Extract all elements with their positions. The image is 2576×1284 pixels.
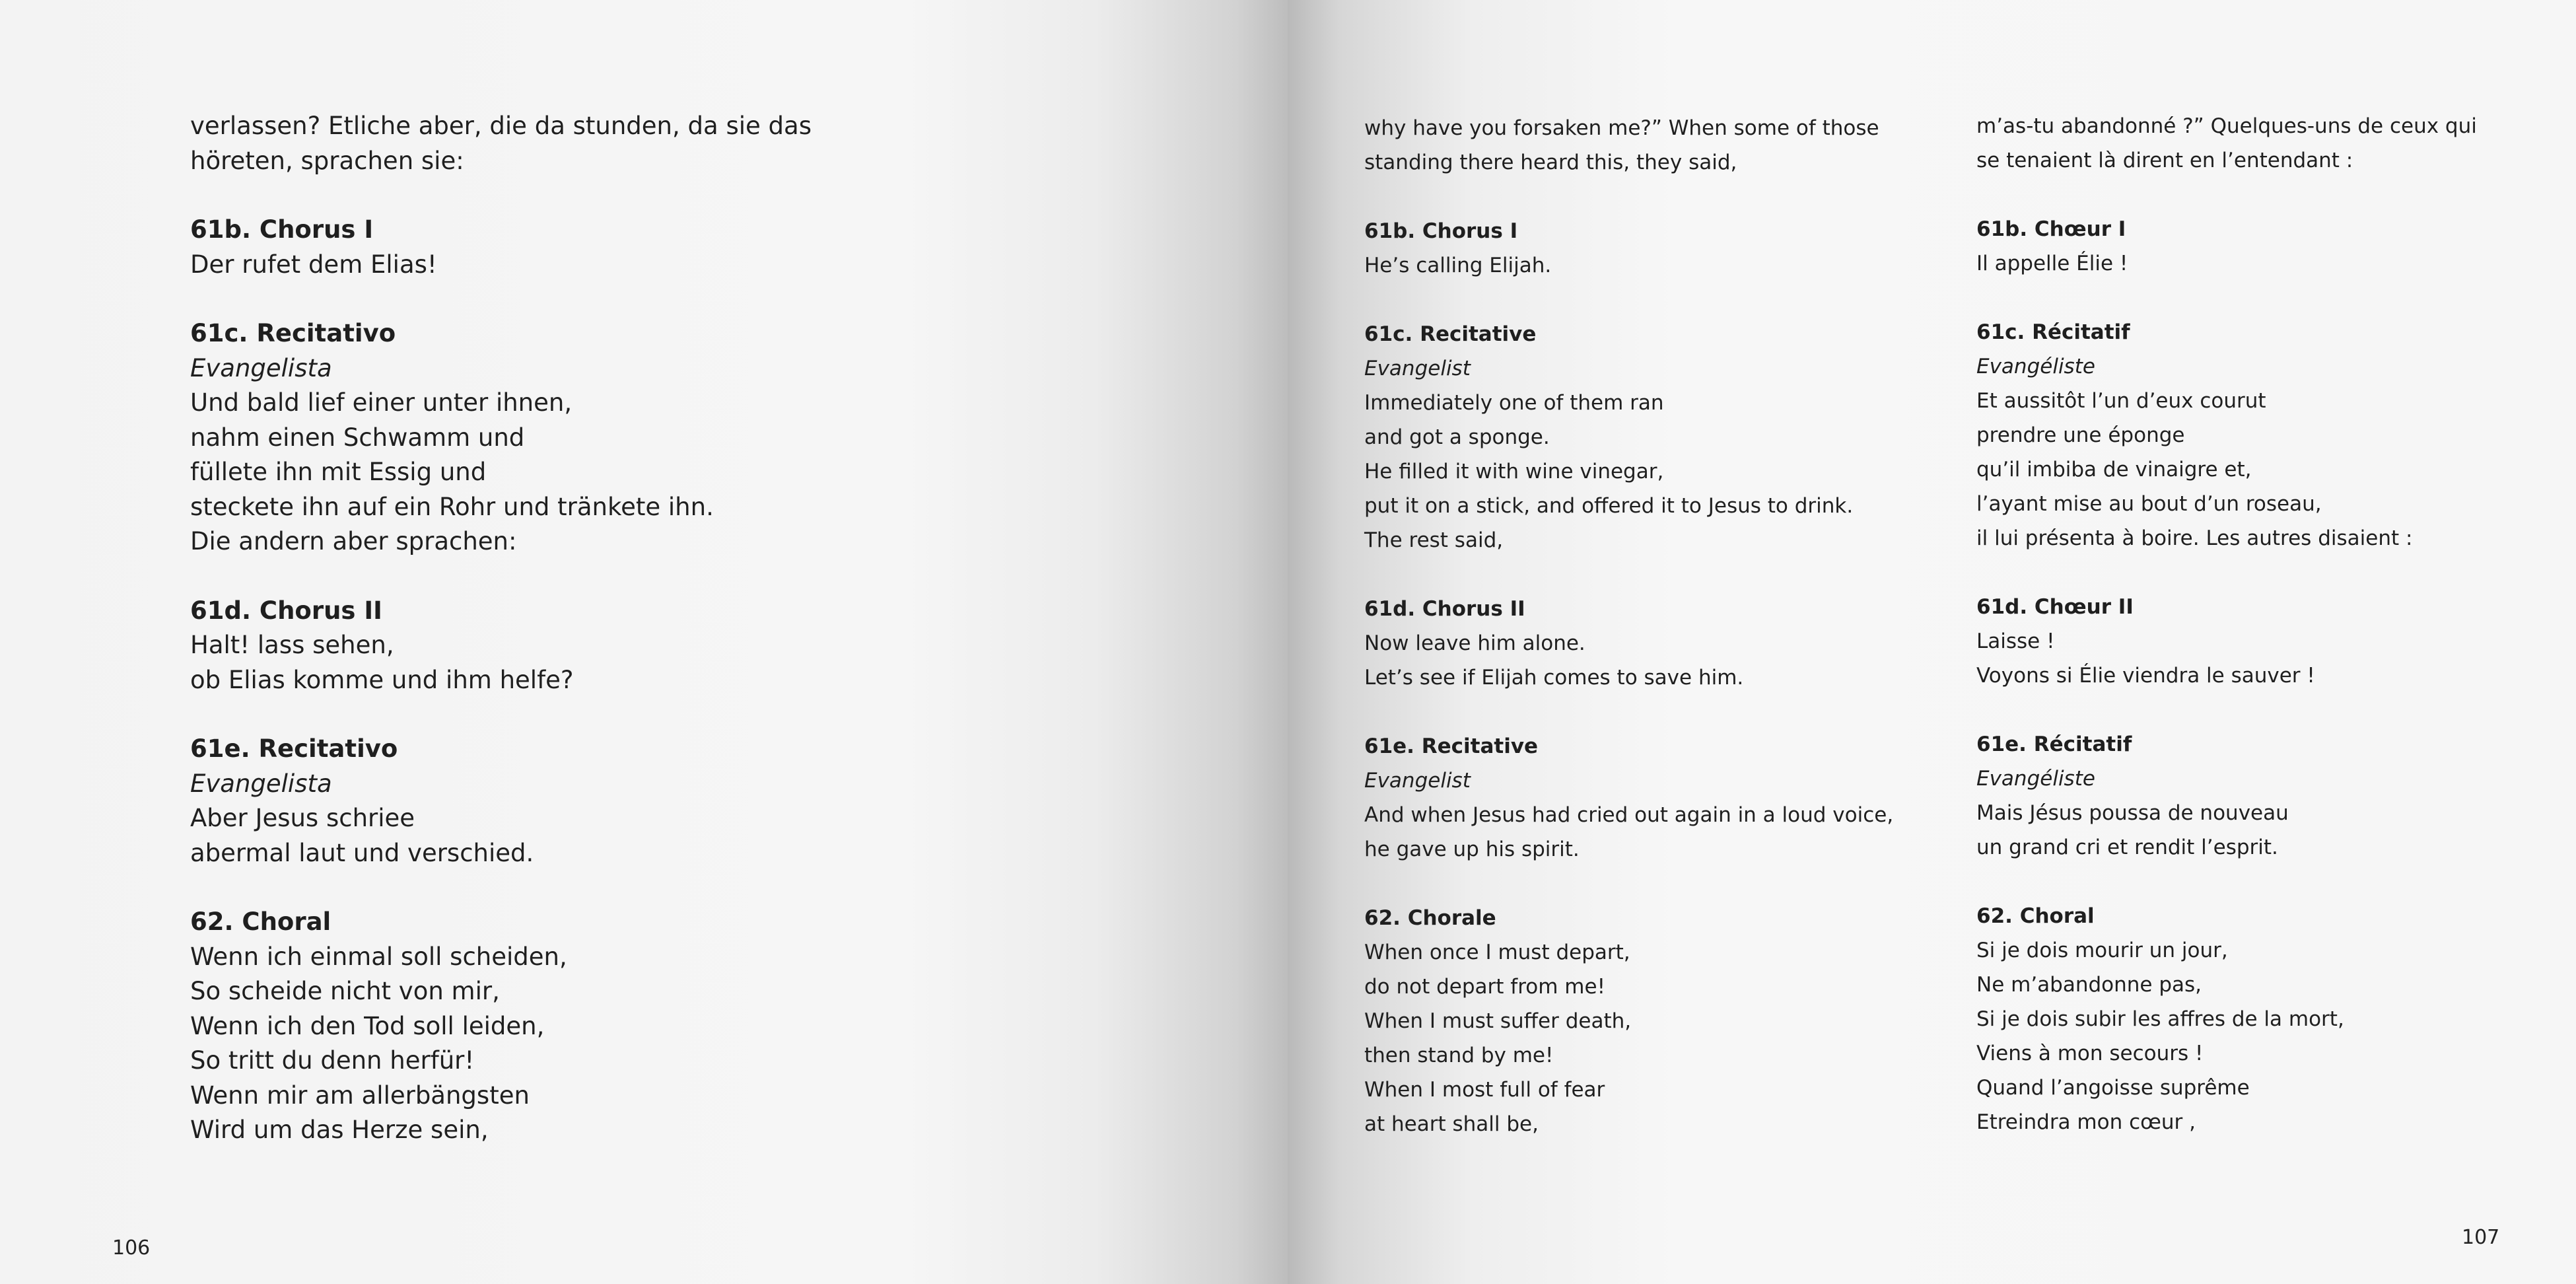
section-heading: 61c. Recitativo [190, 319, 396, 347]
text-line: Wenn ich einmal soll scheiden, [190, 942, 567, 971]
text-line: standing there heard this, they said, [1364, 151, 1737, 174]
text-line: Il appelle Élie ! [1976, 252, 2128, 275]
section-heading: 62. Choral [190, 908, 331, 936]
french-column [1976, 109, 2544, 1174]
text-block [1976, 315, 2544, 555]
role-label: Evangelist [1364, 769, 1471, 793]
section-heading: 61e. Recitative [1364, 734, 1539, 758]
text-line: Etreindra mon cœur , [1976, 1110, 2196, 1134]
text-block [1976, 212, 2544, 281]
text-line: Now leave him alone. [1364, 631, 1585, 655]
text-line: se tenaient là dirent en l’entendant : [1976, 149, 2353, 172]
section-heading: 62. Chorale [1364, 906, 1496, 930]
section-heading: 61c. Recitative [1364, 322, 1537, 346]
text-line: Die andern aber sprachen: [190, 527, 517, 555]
section-heading: 61b. Chorus I [1364, 219, 1518, 243]
page-number-right: 107 [2462, 1226, 2500, 1249]
text-line: nahm einen Schwamm und [190, 423, 525, 452]
text-line: qu’il imbiba de vinaigre et, [1976, 458, 2252, 482]
text-line: put it on a stick, and offered it to Jesus to drink. [1364, 494, 1854, 518]
right-page [1288, 0, 2576, 1284]
text-line: When I most full of fear [1364, 1078, 1605, 1102]
section-heading: 61b. Chorus I [190, 215, 374, 244]
text-block [190, 109, 824, 178]
text-line: Voyons si Élie viendra le sauver ! [1976, 664, 2315, 688]
text-block [1976, 899, 2544, 1139]
text-line: why have you forsaken me?” When some of those [1364, 116, 1879, 140]
text-line: il lui présenta à boire. Les autres disaient : [1976, 526, 2413, 550]
text-line: He’s calling Elijah. [1364, 254, 1552, 277]
text-line: So scheide nicht von mir, [190, 977, 500, 1005]
text-line: and got a sponge. [1364, 425, 1550, 449]
role-label: Evangéliste [1976, 355, 2095, 378]
text-line: Aber Jesus schriee [190, 804, 415, 832]
text-line: Wenn ich den Tod soll leiden, [190, 1011, 545, 1040]
text-line: Immediately one of them ran [1364, 391, 1664, 415]
text-block [190, 905, 824, 1148]
text-line: Et aussitôt l’un d’eux courut [1976, 389, 2266, 413]
text-block [1364, 317, 1959, 557]
text-line: Let’s see if Elijah comes to save him. [1364, 666, 1744, 690]
role-label: Evangéliste [1976, 767, 2095, 791]
text-block [1364, 592, 1959, 695]
text-line: Der rufet dem Elias! [190, 250, 437, 279]
section-heading: 61b. Chœur I [1976, 217, 2126, 241]
text-line: Si je dois subir les affres de la mort, [1976, 1007, 2344, 1031]
text-line: füllete ihn mit Essig und [190, 458, 487, 486]
text-block [190, 213, 824, 282]
page-number-left: 106 [112, 1236, 151, 1260]
section-heading: 61e. Recitativo [190, 734, 398, 763]
text-line: Quand l’angoisse suprême [1976, 1076, 2250, 1100]
text-line: Ne m’abandonne pas, [1976, 973, 2202, 997]
text-block [190, 594, 824, 698]
text-block [190, 316, 824, 559]
text-block [1364, 214, 1959, 283]
text-block [1976, 590, 2544, 693]
text-line: m’as-tu abandonné ?” Quelques-uns de ceux qui [1976, 114, 2477, 138]
text-line: So tritt du denn herfür! [190, 1046, 475, 1075]
text-line: abermal laut und verschied. [190, 838, 534, 867]
text-line: höreten, sprachen sie: [190, 146, 464, 175]
text-block [1976, 109, 2544, 178]
text-block [1364, 729, 1959, 867]
section-heading: 61d. Chorus II [190, 596, 382, 625]
text-line: Halt! lass sehen, [190, 631, 394, 659]
text-line: steckete ihn auf ein Rohr und tränkete ihn. [190, 492, 714, 521]
text-line: un grand cri et rendit l’esprit. [1976, 836, 2278, 859]
text-block [190, 732, 824, 871]
text-line: Viens à mon secours ! [1976, 1042, 2204, 1065]
text-line: And when Jesus had cried out again in a loud voice, [1364, 803, 1894, 827]
section-heading: 61e. Récitatif [1976, 732, 2132, 756]
text-line: Si je dois mourir un jour, [1976, 939, 2228, 962]
text-line: Wird um das Herze sein, [190, 1116, 489, 1144]
role-label: Evangelista [190, 769, 332, 798]
english-column [1364, 111, 1959, 1176]
section-heading: 62. Choral [1976, 904, 2095, 928]
text-line: at heart shall be, [1364, 1112, 1539, 1136]
text-line: The rest said, [1364, 528, 1504, 552]
section-heading: 61c. Récitatif [1976, 320, 2130, 344]
section-heading: 61d. Chœur II [1976, 595, 2134, 619]
role-label: Evangelist [1364, 357, 1471, 380]
text-line: then stand by me! [1364, 1044, 1554, 1067]
text-line: prendre une éponge [1976, 423, 2185, 447]
text-line: he gave up his spirit. [1364, 838, 1580, 861]
text-line: Wenn mir am allerbängsten [190, 1081, 530, 1110]
text-line: l’ayant mise au bout d’un roseau, [1976, 492, 2322, 516]
text-line: Und bald lief einer unter ihnen, [190, 388, 573, 417]
text-line: Laisse ! [1976, 629, 2055, 653]
text-line: Mais Jésus poussa de nouveau [1976, 801, 2289, 825]
text-block [1364, 901, 1959, 1141]
role-label: Evangelista [190, 353, 332, 382]
text-line: verlassen? Etliche aber, die da stunden, da sie das [190, 112, 812, 140]
text-line: do not depart from me! [1364, 975, 1605, 999]
text-block [1976, 727, 2544, 865]
text-line: When I must suffer death, [1364, 1009, 1632, 1033]
text-line: When once I must depart, [1364, 941, 1630, 964]
german-column [190, 109, 824, 1182]
section-heading: 61d. Chorus II [1364, 597, 1525, 621]
text-block [1364, 111, 1959, 180]
text-line: He filled it with wine vinegar, [1364, 460, 1664, 483]
text-line: ob Elias komme und ihm helfe? [190, 665, 574, 694]
